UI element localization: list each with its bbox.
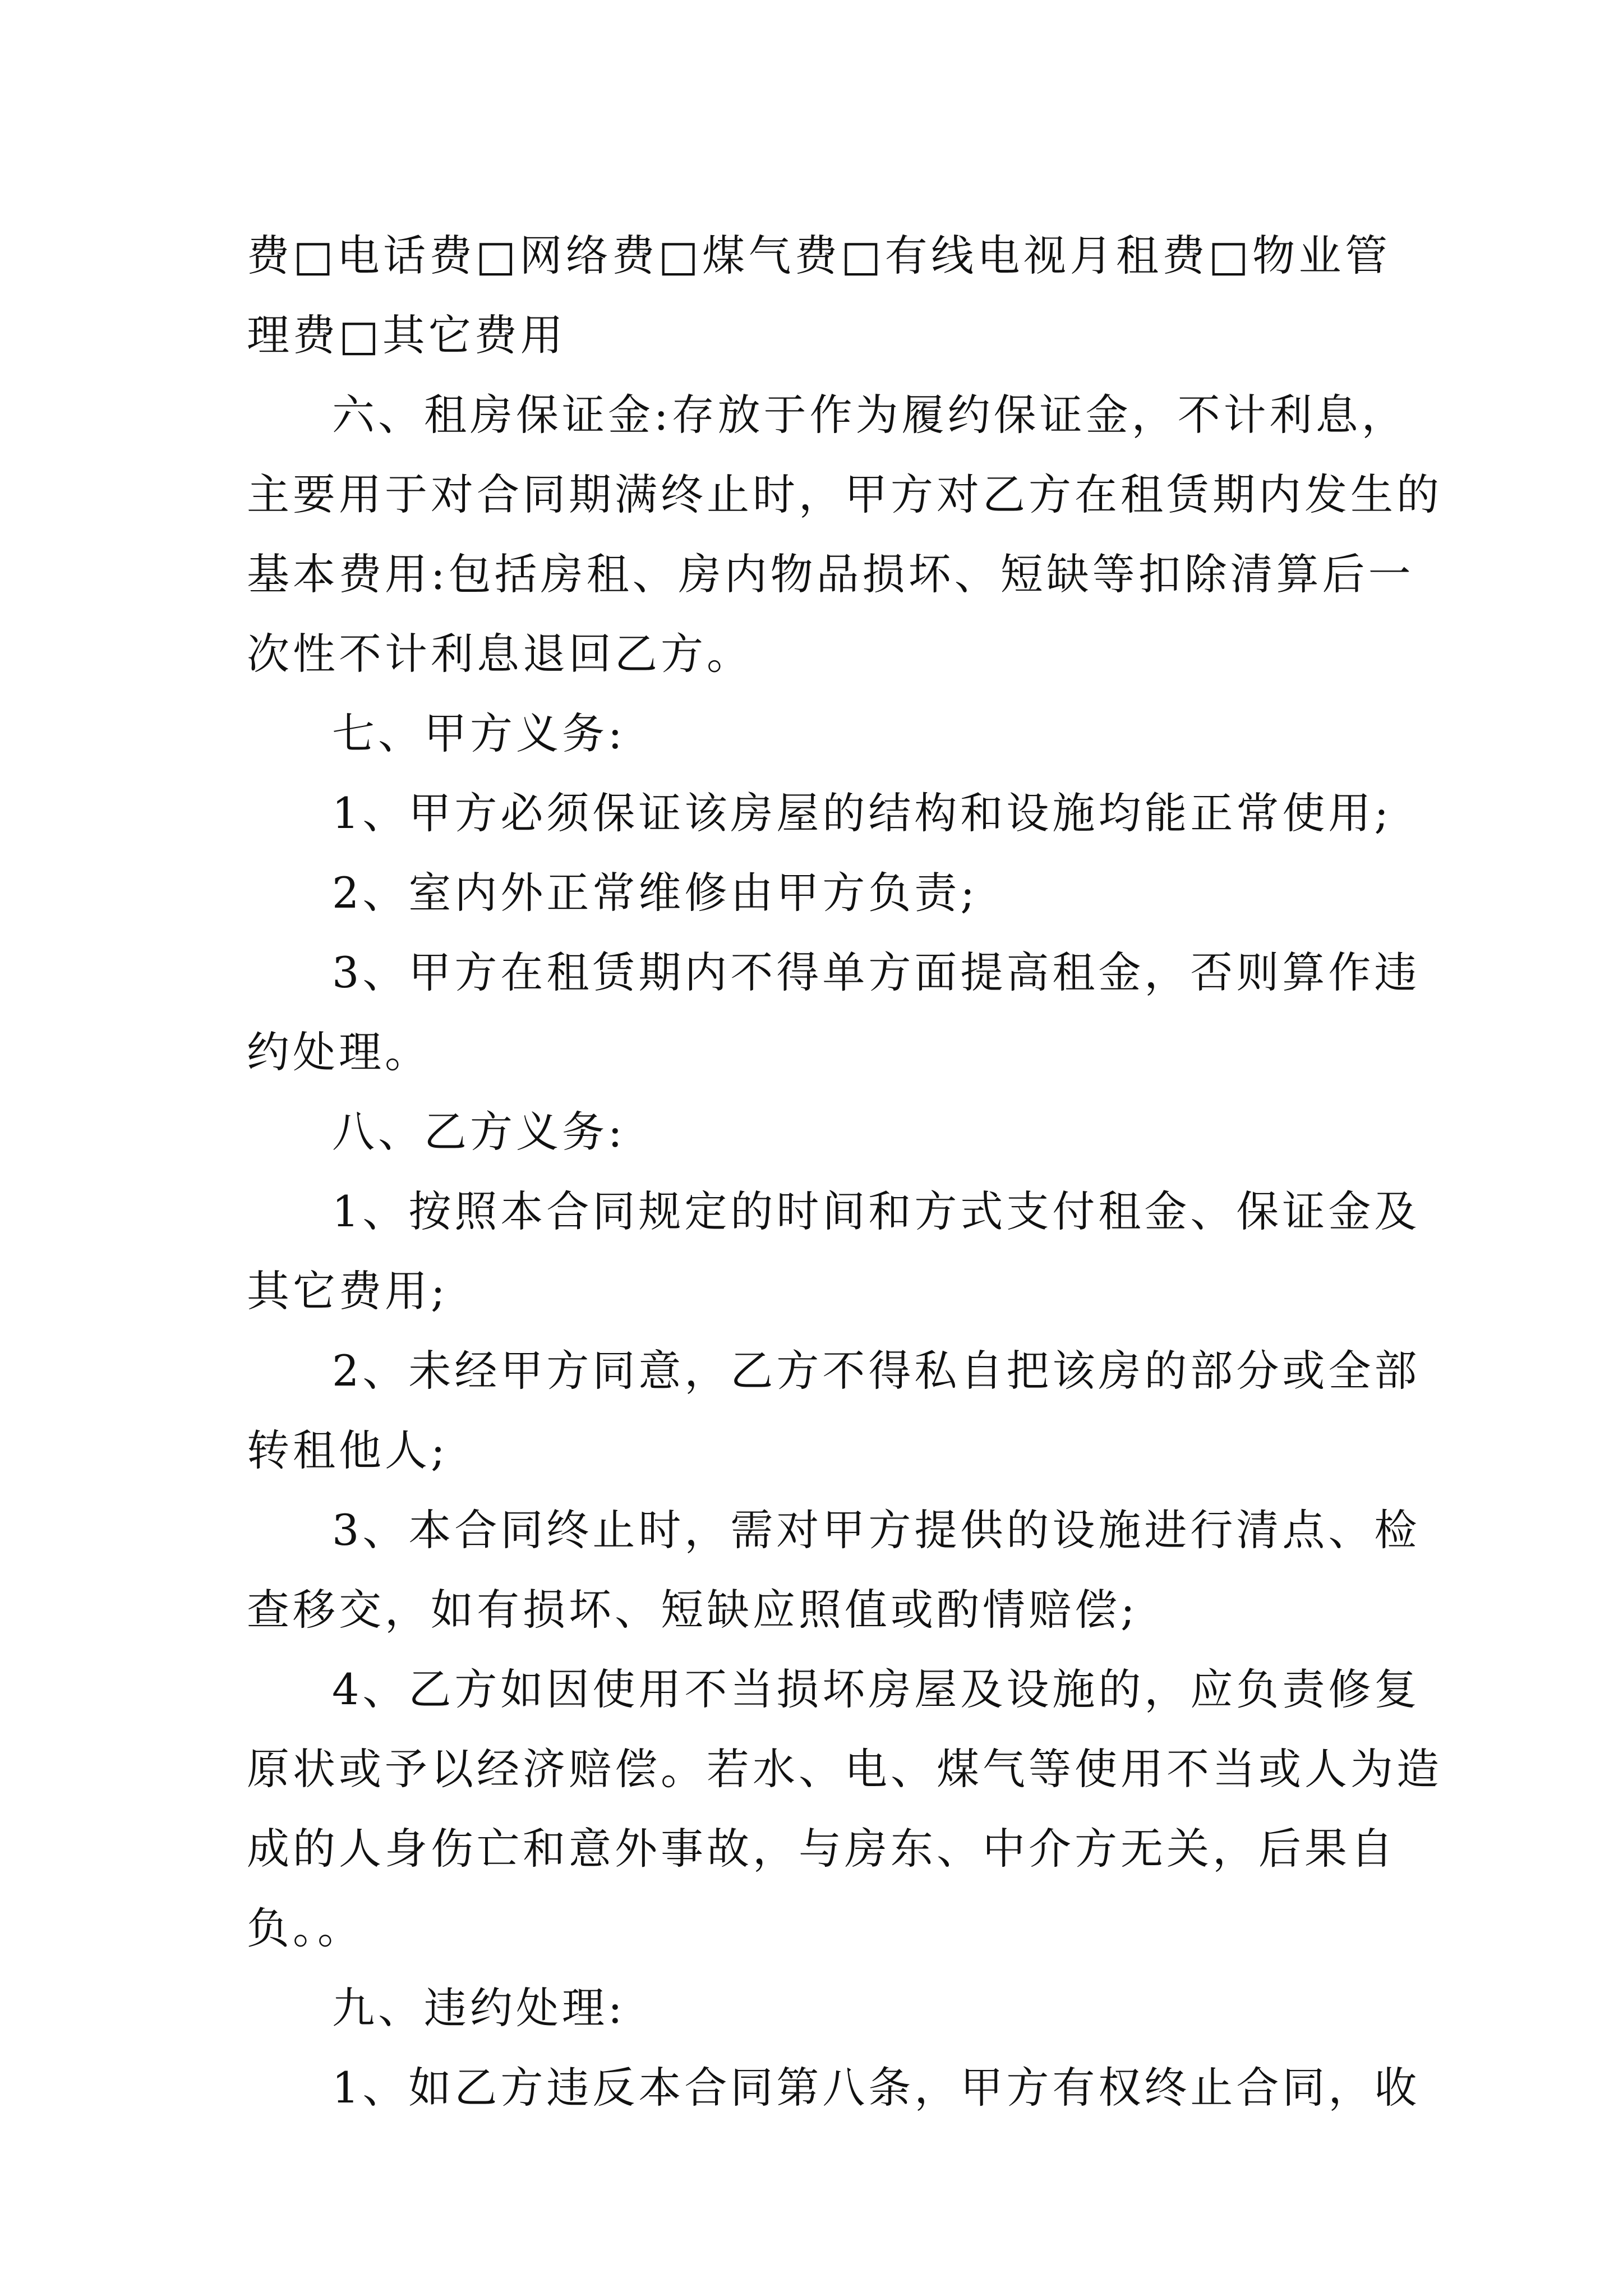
section-heading: 六、租房保证金:存放于作为履约保证金，不计利息， xyxy=(332,390,1408,440)
list-item: 2、未经甲方同意，乙方不得私自把该房的部分或全部 xyxy=(332,1346,1421,1396)
text-line: 原状或予以经济赔偿。若水、电、煤气等使用不当或人为造 xyxy=(247,1744,1442,1794)
list-item: 2、室内外正常维修由甲方负责; xyxy=(332,868,978,918)
text-line: 主要用于对合同期满终止时，甲方对乙方在租赁期内发生的 xyxy=(247,470,1442,519)
text-line: 约处理。 xyxy=(247,1027,431,1077)
list-item: 3、甲方在租赁期内不得单方面提高租金，否则算作违 xyxy=(332,947,1421,997)
text-line: 费□电话费□网络费□煤气费□有线电视月租费□物业管 xyxy=(247,231,1391,280)
list-item: 1、按照本合同规定的时间和方式支付租金、保证金及 xyxy=(332,1186,1421,1236)
section-heading: 九、违约处理: xyxy=(332,1983,626,2033)
text-line: 查移交，如有损坏、短缺应照值或酌情赔偿; xyxy=(247,1585,1138,1635)
section-heading: 七、甲方义务: xyxy=(332,708,626,758)
list-item: 1、如乙方违反本合同第八条，甲方有权终止合同，收 xyxy=(332,2063,1421,2113)
contract-body xyxy=(247,216,1442,2128)
text-line: 负。。 xyxy=(247,1903,363,1953)
list-item: 3、本合同终止时，需对甲方提供的设施进行清点、检 xyxy=(332,1505,1421,1555)
section-heading: 八、乙方义务: xyxy=(332,1107,626,1157)
text-line: 次性不计利息退回乙方。 xyxy=(247,629,753,679)
text-line: 成的人身伤亡和意外事故，与房东、中介方无关，后果自 xyxy=(247,1824,1396,1874)
text-line: 理费□其它费用 xyxy=(247,310,566,360)
list-item: 4、乙方如因使用不当损坏房屋及设施的，应负责修复 xyxy=(332,1664,1421,1714)
text-line: 其它费用; xyxy=(247,1266,449,1316)
text-line: 基本费用:包括房租、房内物品损坏、短缺等扣除清算后一 xyxy=(247,549,1414,599)
text-line: 转租他人; xyxy=(247,1425,449,1475)
list-item: 1、甲方必须保证该房屋的结构和设施均能正常使用; xyxy=(332,788,1392,838)
